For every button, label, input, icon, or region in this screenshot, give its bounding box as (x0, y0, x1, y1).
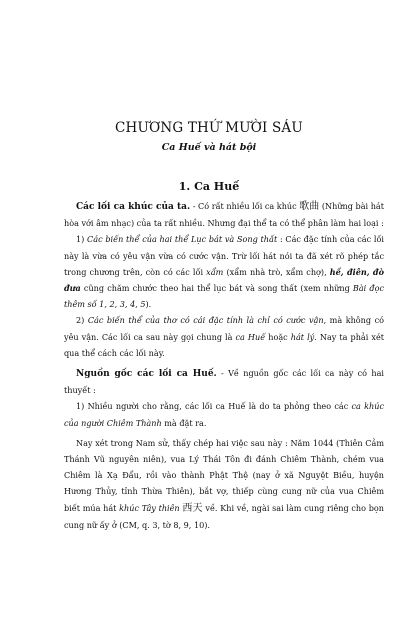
text-run: mà đặt ra. (161, 417, 207, 428)
chapter-title: CHƯƠNG THỨ MƯỜI SÁU (115, 120, 303, 136)
paragraph-theory-1 (64, 398, 384, 430)
item-number: 1) (76, 234, 88, 245)
italic-run: xẩm (206, 266, 224, 277)
text-run: - Có rất nhiều lối ca khúc (190, 201, 300, 211)
paragraph-item-2 (64, 312, 384, 361)
paragraph-nguon-goc (64, 365, 384, 398)
italic-run: khúc Tây thiên (119, 502, 180, 513)
text-run: về. Khi về, ngài sai làm cung riêng cho bọn cung nữ ấy ở (CM, q. 3, tờ 8, 9, 10). (64, 502, 384, 530)
text-run: . Nay ta phải xét qua thể cách các lối này. (64, 331, 384, 358)
italic-run: hát lý (290, 331, 315, 342)
text-run: hoặc (265, 331, 291, 342)
text-run: 1) Nhiều người cho rằng, các lối ca Huế là do ta phỏng theo các (76, 401, 352, 412)
italic-run: Các biến thể của hai thể Lục bát và Song thất (87, 234, 278, 245)
italic-run: Các biến thể của thơ có cái đặc tính là chỉ có cước vận (87, 315, 324, 326)
text-run: ). (145, 299, 152, 310)
body-text (64, 198, 384, 533)
paragraph-ca-khuc (64, 198, 384, 231)
paragraph-lead: Các lối ca khúc của ta. (76, 202, 191, 212)
italic-run: ca khúc của người Chiêm Thành (64, 401, 384, 428)
text-run: Nay xét trong Nam sử, thấy chép hai việc sau này : Năm 1044 (Thiên Cảm Thánh Vũ nguyên niên), vua Lý Thái Tôn đi đánh Chiêm Thành, chém vua Chiêm là Xạ Đẩu, rồi vào thành Phật Thệ (nay ở xã Nguyệt Biều, huyện Hương Thủy, tỉnh Thừa Thiên), bắt vợ, thiếp cùng cung nữ của vua Chiêm biết múa hát (64, 437, 384, 513)
bold-run: hề, điên, đò đưa (64, 266, 384, 294)
italic-run: Bài đọc thêm số 1, 2, 3, 4, 5 (64, 283, 384, 310)
text-run: (Những bài hát hòa với âm nhạc) của ta rất nhiều. Nhưng đại thể ta có thể phân làm hai loại : (64, 201, 384, 229)
paragraph-nam-su (64, 435, 384, 533)
text-run: , mà không có yêu vận. Các lối ca sau này gọi chung là (64, 315, 385, 342)
chapter-subtitle: Ca Huế và hát bội (161, 142, 257, 153)
text-run: (xẩm nhà trò, xẩm chợ), (223, 266, 330, 277)
text-run: - Về nguồn gốc các lối ca này có hai thuyết : (64, 368, 384, 396)
text-run: : Các đặc tính của các lối này là vừa có yêu vận vừa có cước vận. Trừ lối hát nói ta đã xét rõ phép tắc trong chương trên, còn có các lối (64, 234, 384, 277)
han-characters: 歌曲 (299, 201, 320, 212)
section-heading: 1. Ca Huế (178, 180, 240, 193)
han-characters: 西天 (182, 502, 203, 514)
paragraph-item-1 (64, 231, 384, 312)
text-run: cũng chăm chước theo hai thể lục bát và song thất (xem những (80, 283, 353, 294)
italic-run: ca Huế (235, 331, 266, 342)
item-number: 2) (76, 315, 88, 326)
paragraph-lead: Nguồn gốc các lối ca Huế. (76, 369, 217, 380)
